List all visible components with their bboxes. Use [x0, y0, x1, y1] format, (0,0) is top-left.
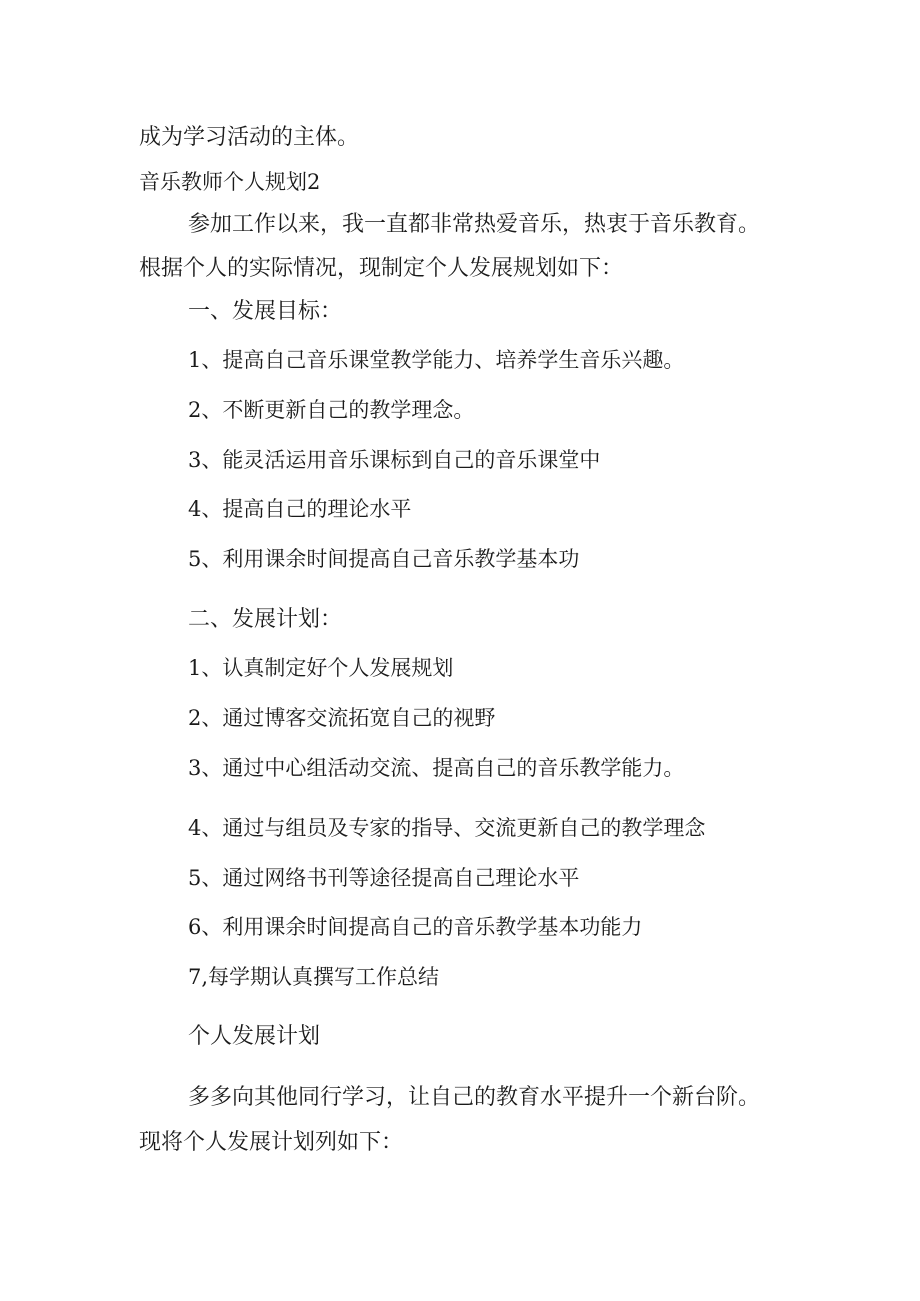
intro-paragraph-line-1: 参加工作以来，我一直都非常热爱音乐，热衷于音乐教育。 [188, 212, 761, 237]
heading-goals: 一、发展目标： [188, 299, 343, 324]
plan-item-6: 6、利用课余时间提高自己的音乐教学基本功能力 [188, 915, 643, 939]
section-title: 音乐教师个人规划2 [139, 170, 321, 194]
paragraph-continuation: 成为学习活动的主体。 [139, 125, 360, 150]
goal-item-3: 3、能灵活运用音乐课标到自己的音乐课堂中 [188, 448, 601, 472]
closing-paragraph-line-2: 现将个人发展计划列如下： [139, 1130, 404, 1155]
goal-item-2: 2、不断更新自己的教学理念。 [188, 398, 475, 422]
plan-item-5: 5、通过网络书刊等途径提高自己理论水平 [188, 866, 580, 890]
goal-item-5: 5、利用课余时间提高自己音乐教学基本功 [188, 547, 580, 571]
plan-item-3: 3、通过中心组活动交流、提高自己的音乐教学能力。 [188, 756, 685, 780]
subheading-personal-plan: 个人发展计划 [188, 1024, 321, 1049]
goal-item-1: 1、提高自己音乐课堂教学能力、培养学生音乐兴趣。 [188, 348, 685, 372]
closing-paragraph-line-1: 多多向其他同行学习，让自己的教育水平提升一个新台阶。 [188, 1085, 761, 1110]
plan-item-7: 7,每学期认真撰写工作总结 [188, 965, 440, 989]
plan-item-1: 1、认真制定好个人发展规划 [188, 656, 454, 680]
heading-plan: 二、发展计划： [188, 607, 343, 632]
goal-item-4: 4、提高自己的理论水平 [188, 497, 412, 521]
plan-item-4: 4、通过与组员及专家的指导、交流更新自己的教学理念 [188, 816, 706, 840]
intro-paragraph-line-2: 根据个人的实际情况，现制定个人发展规划如下： [139, 256, 624, 281]
plan-item-2: 2、通过博客交流拓宽自己的视野 [188, 706, 496, 730]
